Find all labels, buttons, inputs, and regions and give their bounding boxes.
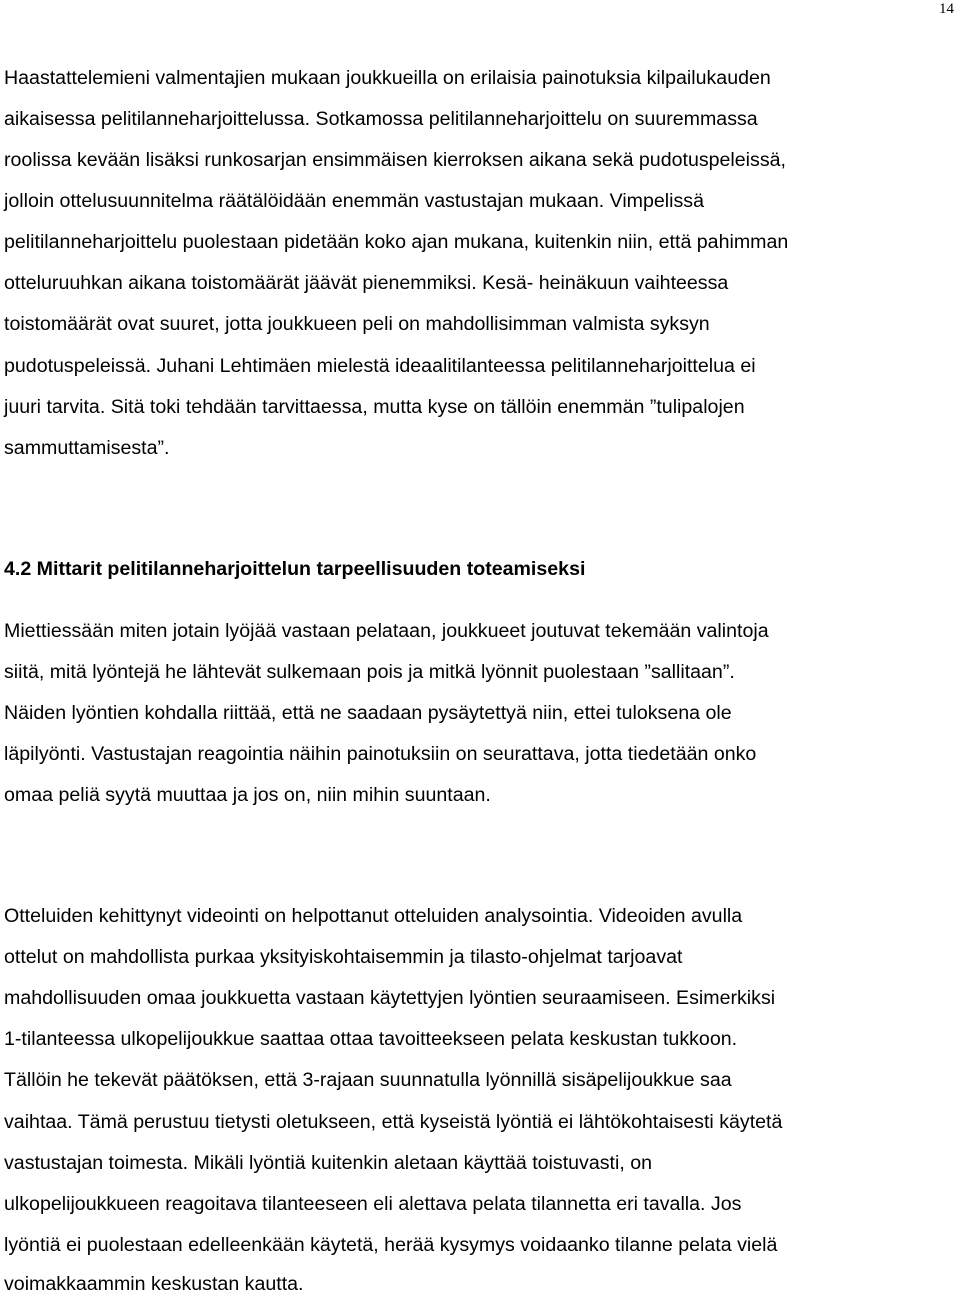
paragraph-3-line: vastustajan toimesta. Mikäli lyöntiä kuitenkin aletaan käyttää toistuvasti, on [4, 1152, 653, 1174]
paragraph-3-line: lyöntiä ei puolestaan edelleenkään käytetä, herää kysymys voidaanko tilanne pelata vielä [4, 1234, 778, 1256]
paragraph-1-line: roolissa kevään lisäksi runkosarjan ensimmäisen kierroksen aikana sekä pudotuspeleissä, [4, 149, 786, 171]
paragraph-1-line: sammuttamisesta”. [4, 437, 170, 459]
paragraph-3-line: voimakkaammin keskustan kautta. [4, 1273, 304, 1295]
paragraph-1-line: Haastattelemieni valmentajien mukaan joukkueilla on erilaisia painotuksia kilpailukauden [4, 67, 771, 89]
paragraph-2-line: läpilyönti. Vastustajan reagointia näihin painotuksiin on seurattava, jotta tiedetään onko [4, 743, 757, 765]
paragraph-3-line: Otteluiden kehittynyt videointi on helpottanut otteluiden analysointia. Videoiden avulla [4, 905, 743, 927]
paragraph-1-line: pelitilanneharjoittelu puolestaan pidetään koko ajan mukana, kuitenkin niin, että pahimman [4, 231, 789, 253]
paragraph-3-line: ulkopelijoukkueen reagoitava tilanteeseen eli alettava pelata tilannetta eri tavalla. Jos [4, 1193, 742, 1215]
paragraph-2-line: Näiden lyöntien kohdalla riittää, että ne saadaan pysäytettyä niin, ettei tuloksena ole [4, 702, 732, 724]
paragraph-1-line: otteluruuhkan aikana toistomäärät jäävät pienemmiksi. Kesä- heinäkuun vaihteessa [4, 272, 729, 294]
paragraph-1-line: pudotuspeleissä. Juhani Lehtimäen mielestä ideaalitilanteessa pelitilanneharjoittelua ei [4, 355, 756, 377]
section-heading: 4.2 Mittarit pelitilanneharjoittelun tarpeellisuuden toteamiseksi [4, 558, 586, 580]
page-number: 14 [939, 1, 954, 17]
paragraph-2-line: siitä, mitä lyöntejä he lähtevät sulkemaan pois ja mitkä lyönnit puolestaan ”sallitaan”. [4, 661, 735, 683]
paragraph-1-line: jolloin ottelusuunnitelma räätälöidään enemmän vastustajan mukaan. Vimpelissä [4, 190, 704, 212]
paragraph-1-line: aikaisessa pelitilanneharjoittelussa. Sotkamossa pelitilanneharjoittelu on suuremmassa [4, 108, 758, 130]
paragraph-2-line: Miettiessään miten jotain lyöjää vastaan pelataan, joukkueet joutuvat tekemään valintoja [4, 620, 769, 642]
paragraph-2-line: omaa peliä syytä muuttaa ja jos on, niin mihin suuntaan. [4, 784, 491, 806]
paragraph-3-line: mahdollisuuden omaa joukkuetta vastaan käytettyjen lyöntien seuraamiseen. Esimerkiksi [4, 987, 776, 1009]
paragraph-1-line: juuri tarvita. Sitä toki tehdään tarvittaessa, mutta kyse on tällöin enemmän ”tulipalojen [4, 396, 745, 418]
paragraph-3-line: Tällöin he tekevät päätöksen, että 3-rajaan suunnatulla lyönnillä sisäpelijoukkue saa [4, 1069, 732, 1091]
paragraph-3-line: ottelut on mahdollista purkaa yksityiskohtaisemmin ja tilasto-ohjelmat tarjoavat [4, 946, 683, 968]
paragraph-3-line: vaihtaa. Tämä perustuu tietysti oletukseen, että kyseistä lyöntiä ei lähtökohtaisesti käytetä [4, 1111, 783, 1133]
paragraph-1-line: toistomäärät ovat suuret, jotta joukkueen peli on mahdollisimman valmista syksyn [4, 313, 710, 335]
paragraph-3-line: 1-tilanteessa ulkopelijoukkue saattaa ottaa tavoitteekseen pelata keskustan tukkoon. [4, 1028, 738, 1050]
